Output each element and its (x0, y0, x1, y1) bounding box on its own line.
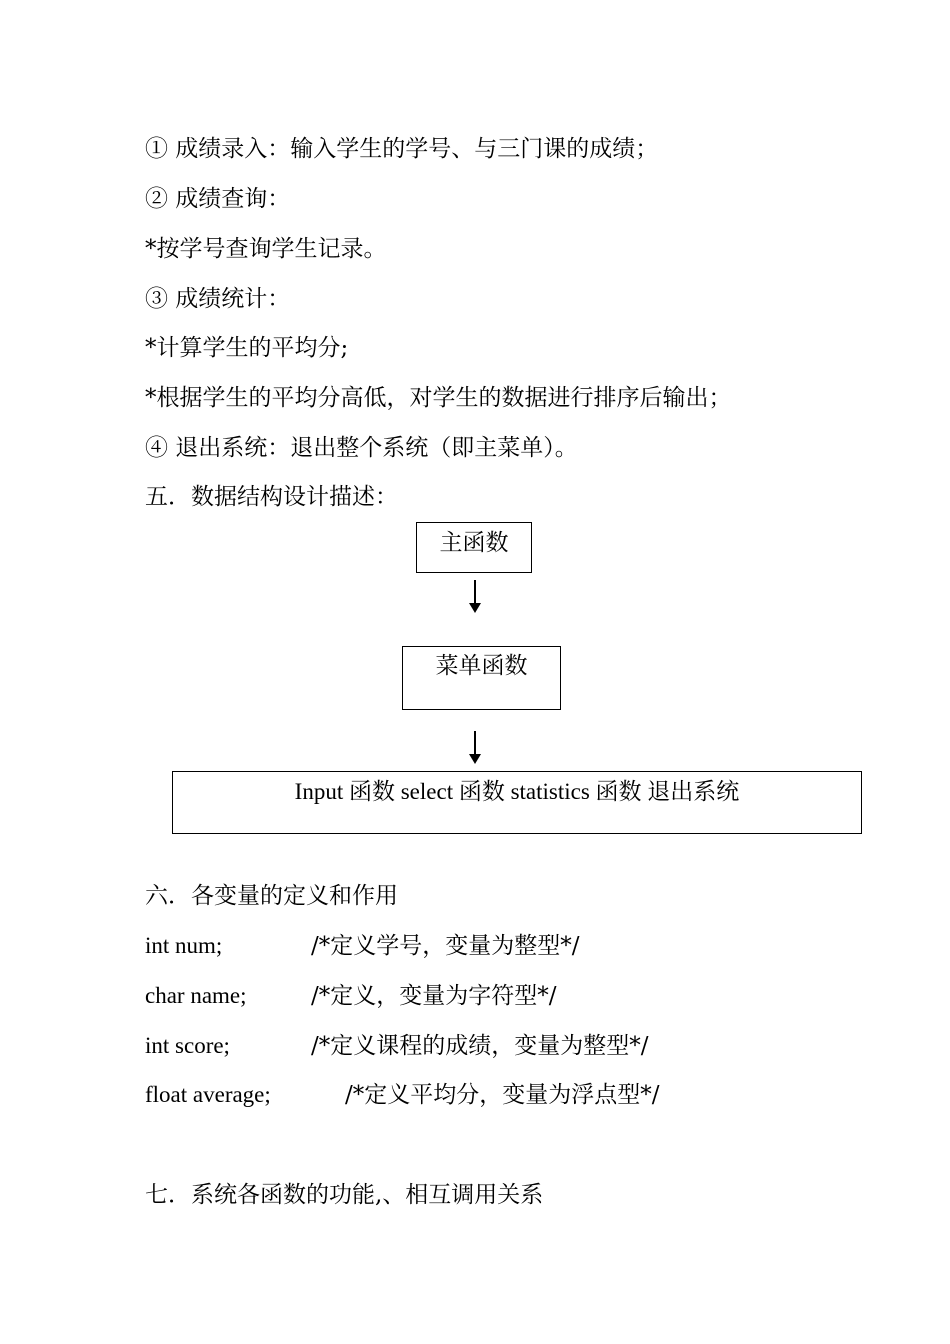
variable-declaration: float average; (145, 1082, 271, 1107)
text-line-query-by-id: *按学号查询学生记录。 (145, 236, 387, 262)
variable-declaration: char name; (145, 983, 247, 1008)
section-6-title: 六．各变量的定义和作用 (145, 883, 398, 909)
menu-function-label: 菜单函数 (435, 653, 528, 679)
variable-comment: /*定义，变量为字符型*/ (311, 983, 557, 1009)
main-function-label: 主函数 (439, 530, 509, 556)
text-line-grade-query: ② 成绩查询： (145, 186, 291, 212)
text-line-sort-output: *根据学生的平均分高低，对学生的数据进行排序后输出； (145, 385, 732, 411)
variable-declaration: int num; (145, 933, 223, 958)
text-line-grade-stats: ③ 成绩统计： (145, 286, 291, 312)
arrow-main-to-menu (474, 580, 476, 604)
section-7-title: 七．系统各函数的功能,、相互调用关系 (145, 1182, 544, 1208)
text-line-grade-input: ① 成绩录入：输入学生的学号、与三门课的成绩； (145, 136, 659, 162)
functions-box (172, 771, 862, 834)
variable-comment: /*定义课程的成绩，变量为整型*/ (311, 1033, 649, 1059)
section-5-title: 五．数据结构设计描述： (145, 484, 398, 510)
variable-comment: /*定义学号，变量为整型*/ (311, 933, 580, 959)
main-function-box (416, 522, 532, 573)
menu-function-box (402, 646, 561, 710)
text-line-exit-system: ④ 退出系统：退出整个系统（即主菜单）。 (145, 435, 578, 461)
text-line-average: *计算学生的平均分; (145, 335, 349, 361)
functions-label: Input 函数 select 函数 statistics 函数 退出系统 (294, 779, 740, 804)
variable-declaration: int score; (145, 1033, 230, 1058)
variable-comment: /*定义平均分，变量为浮点型*/ (345, 1082, 660, 1108)
arrow-menu-to-functions (474, 731, 476, 755)
